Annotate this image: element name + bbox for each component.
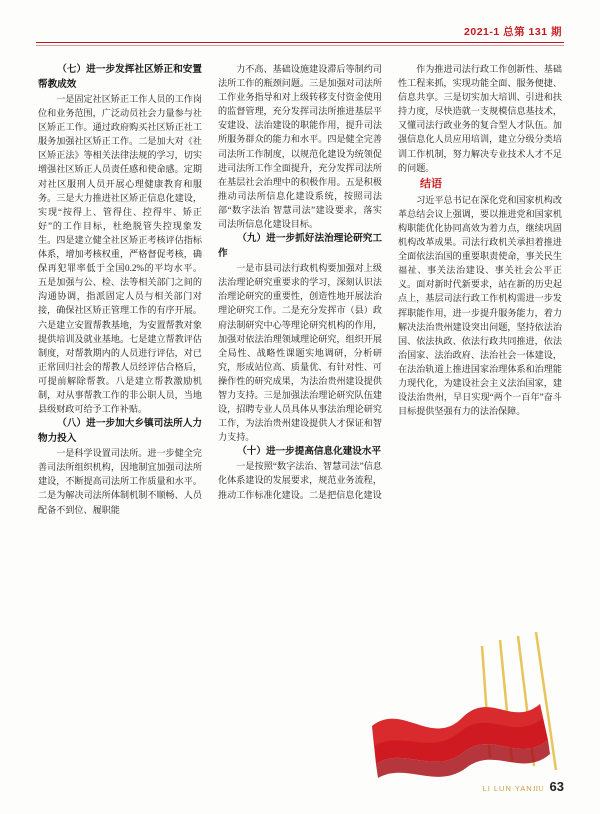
body-paragraph: 一是科学设置司法所。进一步健全完善司法所组织机构，因地制宜加强司法所建设，不断提高司法所工作质量和水平。二是为解决司法所体制机制不顺畅、人员配备不到位、履职能 — [38, 448, 202, 515]
conclusion-heading: 结语 — [420, 177, 442, 190]
body-paragraph: 一是按照“数字法治、智慧司法”信息化体系建设的发展要求，规范业务流程，推动工作标准化建设。二是把信息化建设 — [218, 461, 382, 500]
journal-brand — [483, 784, 544, 793]
column-3 — [398, 62, 562, 752]
section-heading: （八）进一步加大乡镇司法所人力物力投入 — [38, 418, 202, 445]
section-heading: （七）进一步发挥社区矫正和安置帮教成效 — [38, 64, 202, 90]
column-1 — [38, 62, 202, 752]
section-heading: （九）进一步抓好法治理论研究工作 — [218, 233, 382, 260]
header-divider — [36, 42, 564, 43]
page-number: 63 — [549, 779, 564, 794]
body-paragraph: 一是固定社区矫正工作人员的工作岗位和业务范围，广泛动员社会力量参与社区矫正工作。通过政府购买社区矫正社工服务加强社区矫正工作。二是加大对《社区矫正法》等相关法律法规的学习，切实增强社区矫正人员责任感和使命感。定期对社区服刑人员开展心理健康教育和服务。三是大力推进社区矫正信息化建设，实现“按得上、管得住、控得牢、矫正好”的工作目标，杜绝脱管失控现象发生。四是建立健全社区矫正考核评估指标体系，增加考核权重，严格督促考核，确保再犯罪率低于全国0.2%的平均水平。五是加强与公、检、法等相关部门之间的沟通协调，指派固定人员与相关部门对接，确保社区矫正管理工作的有序开展。六是建立安置帮教基地，为安置帮教对象提供培训及就业基地。七是建立帮教评估制度，对帮教期内的人员进行评估，对已正常回归社会的帮教人员经评估合格后，可提前解除帮教。八是建立帮教激励机制，对从事帮教工作的非公职人员，当地县级财政可给予工作补贴。 — [38, 94, 202, 415]
journal-brand-cn: JIU — [532, 784, 544, 793]
section-heading: （十）进一步提高信息化建设水平 — [237, 446, 382, 458]
body-paragraph: 习近平总书记在深化党和国家机构改革总结会议上强调，要以推进党和国家机构职能优化协同高效为着力点，继续巩固机构改革成果。司法行政机关承担着推进全面依法治国的重要职责使命，事关民生福祉、事关法治建设、事关社会公平正义。面对新时代新要求，站在新的历史起点上，基层司法行政工作机构需进一步发挥职能作用，进一步提升服务能力，着力解决法治贵州建设突出问题，坚持依法治国、依法执政、依法行政共同推进，依法治国家、法治政府、法治社会一体建设，在法治轨道上推进国家治理体系和治理能力现代化，为建设社会主义法治国家，建设法治贵州，早日实现“两个一百年”奋斗目标提供坚强有力的法治保障。 — [398, 194, 562, 417]
article-columns — [38, 62, 562, 752]
issue-label: 2021-1 总第 131 期 — [464, 25, 562, 38]
page-footer — [483, 779, 564, 794]
body-paragraph: 一是市县司法行政机构要加强对上级法治理论研究重要求的学习，深刻认识法治理论研究的重要性，创造性地开展法治理论研究工作。二是充分发挥市（县）政府法制研究中心等理论研究机构的作用，加强对依法治理领域理论研究，组织开展全局性、战略性课题实地调研，分析研究，形成站位高、质量优、有针对性、可操作性的研究成果，为法治贵州建设提供智力支持。三是加强法治理论研究队伍建设，招聘专业人员具体从事法治理论研究工作，为法治贵州建设提供人才保证和智力支持。 — [218, 263, 382, 443]
body-paragraph: 力不高、基础设施建设滞后等制约司法所工作的瓶颈问题。三是加强对司法所工作业务指导和对上级转移支付资金使用的监督管理，充分发挥司法所推进基层平安建设、法治建设的职能作用，提升司法所服务群众的能力和水平。四是健全完善司法所工作制度，以规范化建设为统领促进司法所工作全面提升，充分发挥司法所在基层社会治理中的积极作用。五是积极推动司法所信息化建设系统，按照司法部“数字法治 智慧司法”建设要求，落实司法所信息化建设目标。 — [218, 64, 382, 230]
column-2 — [218, 62, 382, 752]
page-header — [464, 20, 564, 42]
journal-brand-latin: LI LUN YAN — [482, 784, 533, 793]
body-paragraph: 作为推进司法行政工作创新性、基础性工程来抓，实现功能全面、服务便捷、信息共享。三是切实加大培训、引进和扶持力度，尽快造就一支规模信息基技术，又懂司法行政业务的复合型人才队伍。加强信息化人员应用培训，建立分级分类培训工作机制，努力解决专业技术人才不足的问题。 — [398, 64, 562, 173]
header-divider-secondary — [36, 45, 564, 46]
